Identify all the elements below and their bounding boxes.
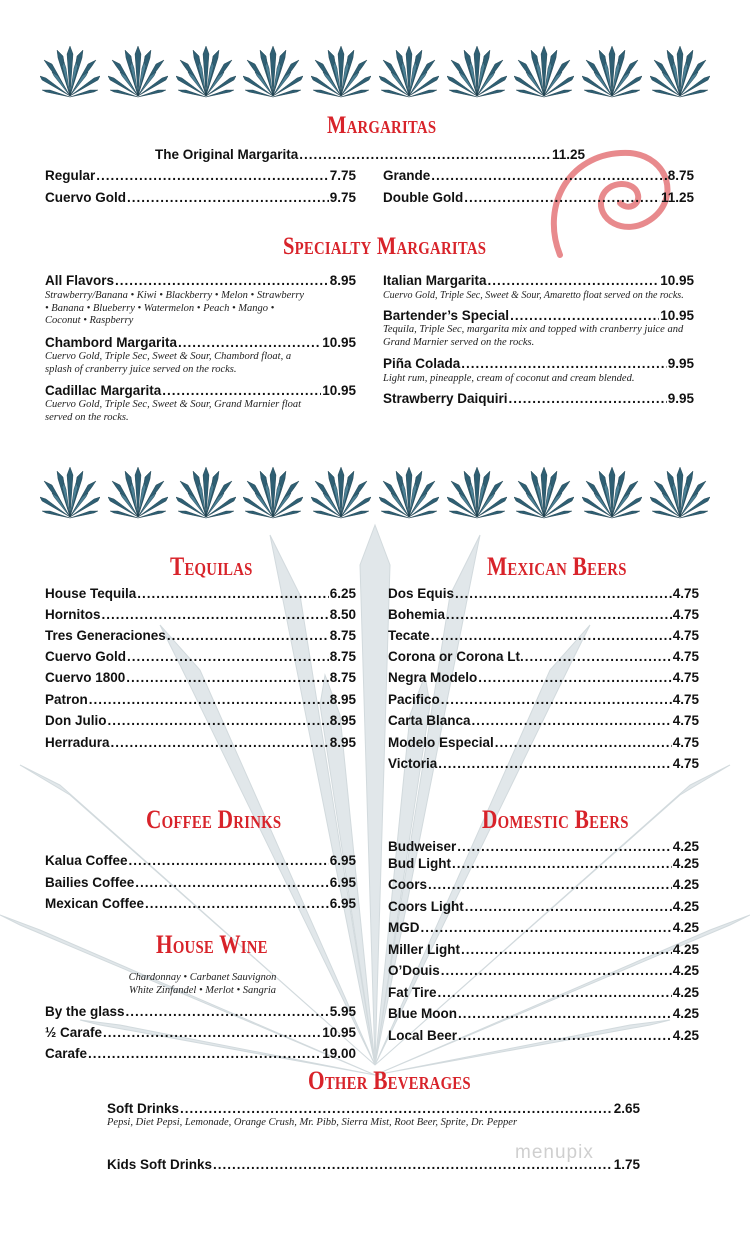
item-price: 8.95 (329, 692, 356, 707)
menu-item (45, 669, 356, 686)
item-price: 8.50 (329, 607, 356, 622)
item-description: Light rum, pineapple, cream of coconut and cream blended. (383, 373, 635, 384)
house-wine-heading: House Wine (156, 930, 268, 959)
agave-icon (108, 44, 168, 100)
item-price: 4.25 (672, 856, 699, 871)
item-name: Carafe (45, 1046, 88, 1061)
menu-item (388, 855, 699, 872)
agave-icon (311, 44, 371, 100)
menu-item (388, 984, 699, 1001)
item-name: The Original Margarita (155, 147, 299, 162)
menu-item (45, 627, 356, 644)
menu-item (45, 1003, 356, 1020)
menu-item (388, 691, 699, 708)
item-name: Cuervo Gold (45, 190, 127, 205)
menu-item (388, 648, 699, 665)
agave-border-top (40, 44, 710, 100)
item-name: Fat Tire (388, 985, 437, 1000)
item-name: Soft Drinks (107, 1101, 180, 1116)
item-name: Coors (388, 877, 428, 892)
menu-item (388, 898, 699, 915)
item-price: 4.25 (672, 899, 699, 914)
item-name: Herradura (45, 735, 110, 750)
item-price: 10.95 (322, 335, 356, 350)
specialty-margaritas-heading: Specialty Margaritas (283, 233, 487, 260)
item-name: Bartender’s Special (383, 308, 510, 323)
item-description: Cuervo Gold, Triple Sec, Sweet & Sour, Grand Marnier float served on the rocks. (45, 399, 302, 423)
item-price: 4.75 (672, 713, 699, 728)
agave-icon (108, 465, 168, 521)
menu-item (388, 712, 699, 729)
item-name: Cuervo 1800 (45, 670, 126, 685)
menu-item (45, 734, 356, 751)
menu-item (383, 390, 694, 407)
item-price: 6.95 (329, 896, 356, 911)
item-name: Miller Light (388, 942, 460, 957)
item-price: 10.95 (322, 1025, 356, 1040)
menu-item (45, 272, 356, 289)
menu-item (45, 606, 356, 623)
item-price: 4.75 (672, 649, 699, 664)
agave-icon (243, 465, 303, 521)
menu-item (388, 755, 699, 772)
item-name: Tecate (388, 628, 430, 643)
item-description: Cuervo Gold, Triple Sec, Sweet & Sour, Amaretto float served on the rocks. (383, 290, 684, 301)
item-name: Corona or Corona Lt. (388, 649, 524, 664)
agave-icon (40, 44, 100, 100)
menu-item (388, 669, 699, 686)
agave-icon (243, 44, 303, 100)
item-name: Strawberry Daiquiri (383, 391, 508, 406)
item-price: 4.75 (672, 628, 699, 643)
other-beverages-heading: Other Beverages (308, 1066, 471, 1095)
menu-item (45, 1045, 356, 1062)
agave-icon (311, 465, 371, 521)
menu-item (383, 355, 694, 372)
item-price: 4.25 (672, 942, 699, 957)
menu-item (45, 334, 356, 351)
item-price: 11.25 (660, 190, 694, 205)
watermark: menupix (515, 1142, 594, 1163)
domestic-beers-heading: Domestic Beers (482, 805, 629, 834)
item-name: Dos Equis (388, 586, 455, 601)
item-price: 10.95 (660, 273, 694, 288)
item-price: 6.95 (329, 853, 356, 868)
menu-item (45, 712, 356, 729)
agave-icon (447, 465, 507, 521)
agave-icon (650, 44, 710, 100)
wine-varieties-line2: White Zinfandel • Merlot • Sangria (128, 985, 277, 996)
item-name: MGD (388, 920, 420, 935)
menu-item (388, 734, 699, 751)
item-price: 9.95 (667, 391, 694, 406)
item-name: Kids Soft Drinks (107, 1157, 213, 1172)
menu-item (107, 1156, 640, 1173)
item-name: O’Douis (388, 963, 440, 978)
item-price: 2.65 (613, 1101, 640, 1116)
item-price: 1.75 (613, 1157, 640, 1172)
menu-item (45, 585, 356, 602)
menu-item (388, 941, 699, 958)
menu-item (388, 876, 699, 893)
item-name: Cadillac Margarita (45, 383, 162, 398)
agave-icon (582, 465, 642, 521)
agave-icon (582, 44, 642, 100)
agave-icon (650, 465, 710, 521)
coffee-drinks-heading: Coffee Drinks (146, 805, 282, 834)
agave-icon (176, 44, 236, 100)
agave-icon (40, 465, 100, 521)
menu-item (155, 146, 585, 163)
agave-border-middle (40, 465, 710, 521)
item-price: 4.25 (672, 963, 699, 978)
item-name: Cuervo Gold (45, 649, 127, 664)
wine-varieties-line1: Chardonnay • Carbanet Sauvignon (128, 972, 277, 983)
menu-item (388, 1027, 699, 1044)
item-name: Italian Margarita (383, 273, 487, 288)
item-price: 8.75 (329, 649, 356, 664)
item-description: Strawberry/Banana • Kiwi • Blackberry • Melon • Strawberry • Banana • Blueberry • Watermelon • Peach • Mango • Coconut • Raspberry (45, 290, 305, 326)
menu-item (45, 382, 356, 399)
item-name: Bohemia (388, 607, 446, 622)
item-name: Chambord Margarita (45, 335, 178, 350)
margaritas-heading: Margaritas (327, 112, 437, 139)
item-name: ½ Carafe (45, 1025, 103, 1040)
item-name: Tres Generaciones (45, 628, 166, 643)
menu-item (383, 167, 694, 184)
item-name: Hornitos (45, 607, 101, 622)
item-name: Mexican Coffee (45, 896, 145, 911)
item-price: 4.75 (672, 756, 699, 771)
item-price: 5.95 (329, 1004, 356, 1019)
menu-item (388, 585, 699, 602)
item-name: Blue Moon (388, 1006, 457, 1021)
menu-item (388, 1005, 699, 1022)
agave-icon (447, 44, 507, 100)
item-name: Double Gold (383, 190, 464, 205)
menu-item (45, 852, 356, 869)
agave-icon (176, 465, 236, 521)
item-price: 4.25 (672, 985, 699, 1000)
item-name: By the glass (45, 1004, 125, 1019)
menu-item (388, 919, 699, 936)
menu-item (388, 627, 699, 644)
item-name: Bailies Coffee (45, 875, 135, 890)
item-price: 4.75 (672, 586, 699, 601)
item-name: Coors Light (388, 899, 464, 914)
menu-item (107, 1100, 640, 1117)
item-price: 8.95 (329, 735, 356, 750)
item-name: Don Julio (45, 713, 107, 728)
item-name: Modelo Especial (388, 735, 494, 750)
menu-item (383, 189, 694, 206)
item-name: Carta Blanca (388, 713, 471, 728)
item-price: 4.25 (672, 1006, 699, 1021)
item-price: 4.75 (672, 670, 699, 685)
item-name: House Tequila (45, 586, 137, 601)
menu-item (45, 691, 356, 708)
item-price: 4.75 (672, 607, 699, 622)
item-name: Negra Modelo (388, 670, 478, 685)
item-price: 11.25 (551, 147, 585, 162)
item-price: 4.25 (672, 877, 699, 892)
item-name: All Flavors (45, 273, 115, 288)
menu-item (388, 606, 699, 623)
item-price: 9.75 (329, 190, 356, 205)
menu-item (383, 307, 694, 324)
menu-item (45, 895, 356, 912)
item-name: Victoria (388, 756, 438, 771)
item-price: 4.75 (672, 692, 699, 707)
mexican-beers-heading: Mexican Beers (487, 552, 627, 581)
item-name: Bud Light (388, 856, 451, 871)
item-name: Piña Colada (383, 356, 461, 371)
item-name: Kalua Coffee (45, 853, 128, 868)
item-price: 8.75 (667, 168, 694, 183)
menu-item (45, 1024, 356, 1041)
item-name: Regular (45, 168, 96, 183)
item-name: Patron (45, 692, 88, 707)
item-price: 6.95 (329, 875, 356, 890)
agave-icon (514, 44, 574, 100)
item-description: Pepsi, Diet Pepsi, Lemonade, Orange Crush, Mr. Pibb, Sierra Mist, Root Beer, Sprite, Dr. Pepper (107, 1117, 518, 1128)
menu-item (45, 874, 356, 891)
item-price: 19.00 (322, 1046, 356, 1061)
item-description: Cuervo Gold, Triple Sec, Sweet & Sour, Chambord float, a splash of cranberry juice served on the rocks. (45, 351, 292, 375)
item-description: Tequila, Triple Sec, margarita mix and topped with cranberry juice and Grand Marnier served on the rocks. (383, 324, 684, 348)
menu-item (388, 838, 699, 855)
agave-icon (379, 44, 439, 100)
item-price: 4.75 (672, 735, 699, 750)
menu-item (45, 167, 356, 184)
item-price: 4.25 (672, 920, 699, 935)
agave-icon (514, 465, 574, 521)
item-price: 9.95 (667, 356, 694, 371)
item-price: 4.25 (672, 839, 699, 854)
item-price: 7.75 (329, 168, 356, 183)
item-price: 8.75 (329, 628, 356, 643)
menu-item (45, 648, 356, 665)
agave-icon (379, 465, 439, 521)
item-name: Grande (383, 168, 431, 183)
item-name: Budweiser (388, 839, 457, 854)
item-price: 6.25 (329, 586, 356, 601)
item-price: 4.25 (672, 1028, 699, 1043)
item-price: 10.95 (322, 383, 356, 398)
item-name: Local Beer (388, 1028, 458, 1043)
item-price: 10.95 (660, 308, 694, 323)
item-price: 8.95 (329, 273, 356, 288)
menu-item (45, 189, 356, 206)
menu-item (383, 272, 694, 289)
item-name: Pacifico (388, 692, 440, 707)
tequilas-heading: Tequilas (170, 552, 253, 581)
menu-item (388, 962, 699, 979)
item-price: 8.75 (329, 670, 356, 685)
item-price: 8.95 (329, 713, 356, 728)
